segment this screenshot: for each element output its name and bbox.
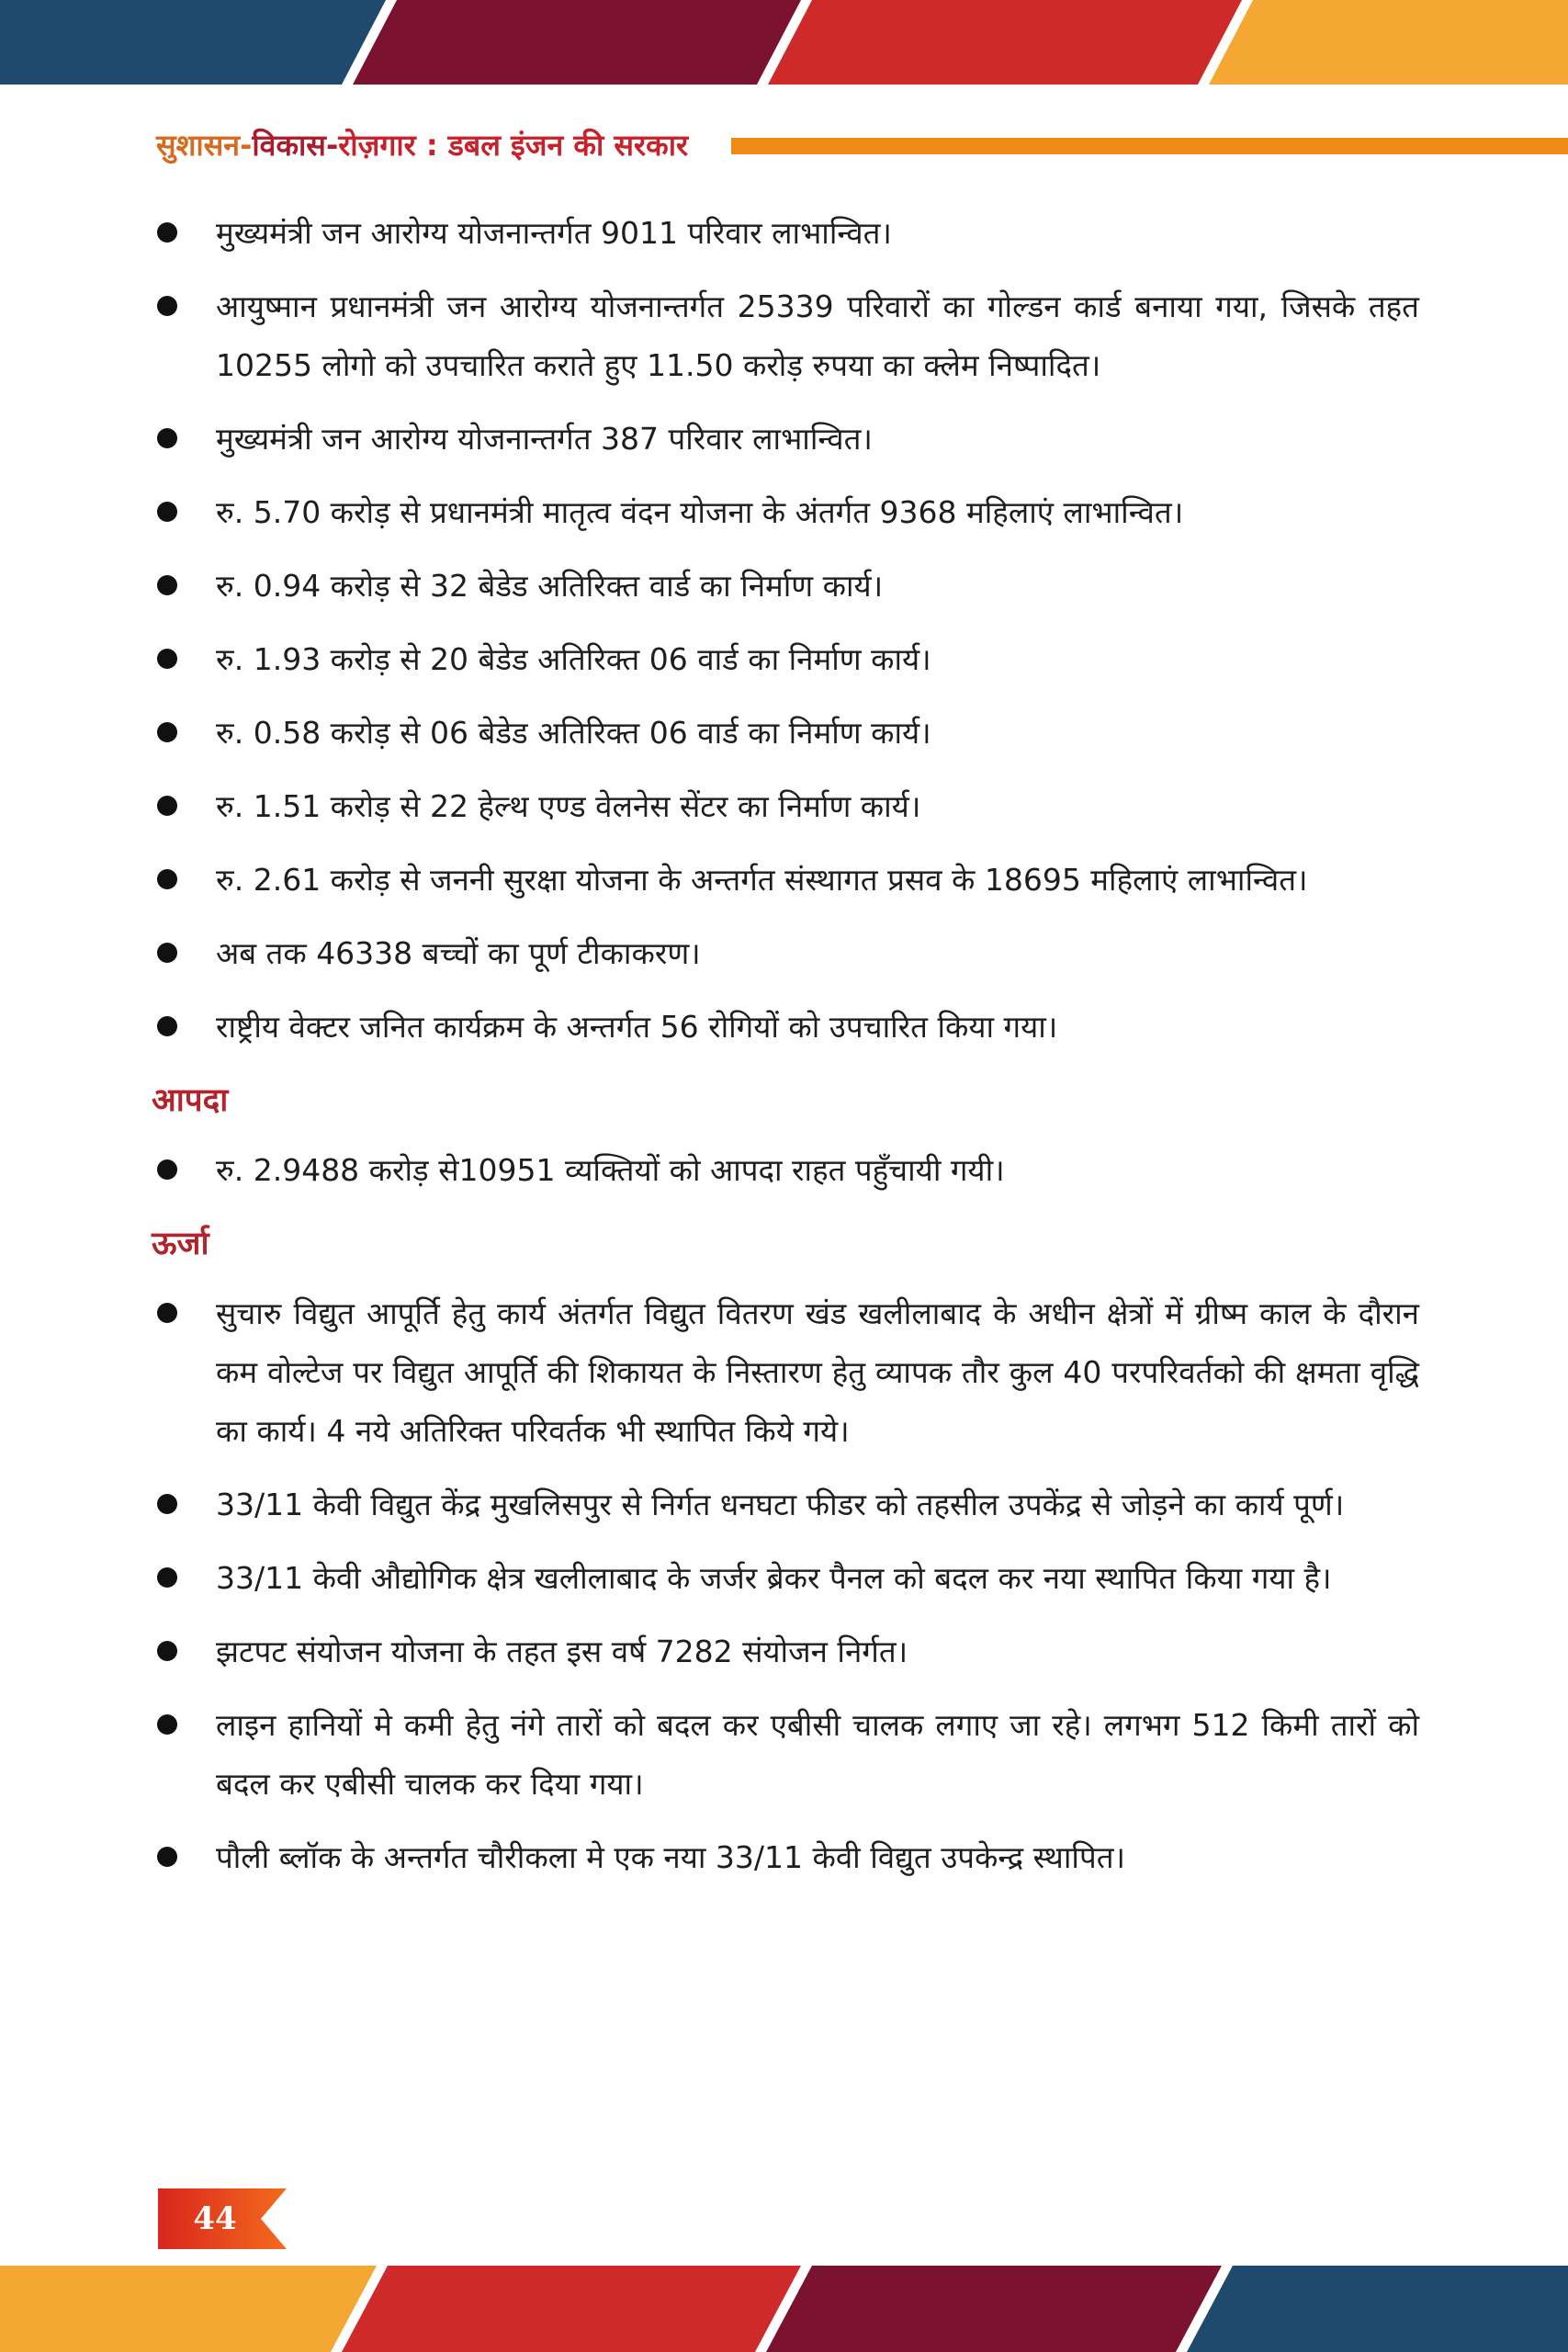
header-title-separator: - bbox=[240, 128, 253, 163]
page-number: 44 bbox=[193, 2200, 237, 2237]
bullet-icon bbox=[157, 1641, 177, 1661]
list-item-text: मुख्यमंत्री जन आरोग्य योजनान्तर्गत 9011 परिवार लाभान्वित। bbox=[216, 215, 892, 251]
list-item-text: 33/11 केवी औद्योगिक क्षेत्र खलीलाबाद के जर्जर ब्रेकर पैनल को बदल कर नया स्थापित किया गया है। bbox=[216, 1560, 1332, 1596]
bottom-decorative-band bbox=[0, 2266, 1568, 2352]
list-item-text: 33/11 केवी विद्युत केंद्र मुखलिसपुर से निर्गत धनघटा फीडर को तहसील उपकेंद्र से जोड़ने का कार्य पूर्ण। bbox=[216, 1487, 1345, 1522]
health-list bbox=[152, 204, 1419, 1057]
section-heading-disaster: आपदा bbox=[152, 1082, 229, 1119]
list-item-text: रु. 2.9488 करोड़ से10951 व्यक्तियों को आपदा राहत पहुँचायी गयी। bbox=[216, 1152, 1005, 1188]
header-title bbox=[156, 127, 688, 164]
list-item bbox=[152, 1828, 1419, 1887]
bullet-icon bbox=[157, 1303, 177, 1323]
header-title-separator: - bbox=[325, 128, 339, 163]
bullet-icon bbox=[157, 869, 177, 889]
bullet-icon bbox=[157, 428, 177, 448]
list-item-text: झटपट संयोजन योजना के तहत इस वर्ष 7282 संयोजन निर्गत। bbox=[216, 1634, 908, 1669]
header-title-part2: विकास bbox=[252, 128, 326, 163]
list-item bbox=[152, 410, 1419, 469]
energy-list bbox=[152, 1284, 1419, 1887]
list-item-text: रु. 1.51 करोड़ से 22 हेल्थ एण्ड वेलनेस सेंटर का निर्माण कार्य। bbox=[216, 788, 921, 824]
list-item bbox=[152, 1696, 1419, 1814]
list-item-text: पौली ब्लॉक के अन्तर्गत चौरीकला मे एक नया 33/11 केवी विद्युत उपकेन्द्र स्थापित। bbox=[216, 1839, 1126, 1875]
disaster-list bbox=[152, 1141, 1419, 1200]
bullet-icon bbox=[157, 222, 177, 243]
bullet-icon bbox=[157, 575, 177, 595]
list-item bbox=[152, 1141, 1419, 1200]
list-item bbox=[152, 704, 1419, 763]
page-header bbox=[156, 123, 1413, 169]
list-item bbox=[152, 998, 1419, 1057]
bullet-icon bbox=[157, 649, 177, 669]
list-item-text: मुख्यमंत्री जन आरोग्य योजनान्तर्गत 387 परिवार लाभान्वित। bbox=[216, 421, 873, 457]
list-item bbox=[152, 204, 1419, 263]
list-item-text: सुचारु विद्युत आपूर्ति हेतु कार्य अंतर्गत विद्युत वितरण खंड खलीलाबाद के अधीन क्षेत्रों में ग्रीष्म काल के दौरान कम वोल्टेज पर विद्युत आपूर्ति की शिकायत के निस्तारण हेतु व्यापक तौर कुल 40 परपरिवर्तको की क्षमता वृद्धि का कार्य। 4 नये अतिरिक्त परिवर्तक भी स्थापित किये गये। bbox=[216, 1295, 1419, 1449]
list-item-text: लाइन हानियों मे कमी हेतु नंगे तारों को बदल कर एबीसी चालक लगाए जा रहे। लगभग 512 किमी तारों को बदल कर एबीसी चालक कर दिया गया। bbox=[216, 1707, 1419, 1802]
main-content bbox=[152, 204, 1419, 1902]
section-heading-energy: ऊर्जा bbox=[152, 1226, 209, 1262]
list-item-text: रु. 0.58 करोड़ से 06 बेडेड अतिरिक्त 06 वार्ड का निर्माण कार्य। bbox=[216, 715, 931, 751]
bullet-icon bbox=[157, 1159, 177, 1180]
bullet-icon bbox=[157, 1847, 177, 1867]
bullet-icon bbox=[157, 502, 177, 522]
header-title-part3: रोज़गार : डबल इंजन की सरकार bbox=[338, 128, 689, 163]
bullet-icon bbox=[157, 296, 177, 316]
list-item bbox=[152, 1284, 1419, 1461]
bullet-icon bbox=[157, 1494, 177, 1514]
list-item-text: रु. 2.61 करोड़ से जननी सुरक्षा योजना के अन्तर्गत संस्थागत प्रसव के 18695 महिलाएं लाभान्वित। bbox=[216, 862, 1308, 898]
bullet-icon bbox=[157, 943, 177, 963]
list-item bbox=[152, 1549, 1419, 1608]
list-item bbox=[152, 1476, 1419, 1534]
header-rule bbox=[731, 138, 1568, 154]
list-item bbox=[152, 924, 1419, 983]
bullet-icon bbox=[157, 1714, 177, 1735]
list-item bbox=[152, 277, 1419, 395]
list-item bbox=[152, 557, 1419, 616]
list-item bbox=[152, 630, 1419, 689]
bullet-icon bbox=[157, 722, 177, 742]
list-item-text: रु. 0.94 करोड़ से 32 बेडेड अतिरिक्त वार्ड का निर्माण कार्य। bbox=[216, 568, 884, 604]
bullet-icon bbox=[157, 1016, 177, 1036]
list-item bbox=[152, 777, 1419, 836]
bullet-icon bbox=[157, 1567, 177, 1588]
list-item-text: रु. 1.93 करोड़ से 20 बेडेड अतिरिक्त 06 वार्ड का निर्माण कार्य। bbox=[216, 641, 931, 677]
list-item bbox=[152, 851, 1419, 910]
list-item-text: राष्ट्रीय वेक्टर जनित कार्यक्रम के अन्तर्गत 56 रोगियों को उपचारित किया गया। bbox=[216, 1009, 1058, 1045]
header-title-part1: सुशासन bbox=[156, 128, 241, 163]
list-item-text: अब तक 46338 बच्चों का पूर्ण टीकाकरण। bbox=[216, 935, 701, 971]
bullet-icon bbox=[157, 796, 177, 816]
list-item-text: आयुष्मान प्रधानमंत्री जन आरोग्य योजनान्तर्गत 25339 परिवारों का गोल्डन कार्ड बनाया गया, जिसके तहत 10255 लोगो को उपचारित कराते हुए 11.50 करोड़ रुपया का क्लेम निष्पादित। bbox=[216, 288, 1419, 383]
list-item bbox=[152, 1623, 1419, 1681]
list-item-text: रु. 5.70 करोड़ से प्रधानमंत्री मातृत्व वंदन योजना के अंतर्गत 9368 महिलाएं लाभान्वित। bbox=[216, 494, 1184, 530]
top-decorative-band bbox=[0, 0, 1568, 85]
page-number-badge bbox=[158, 2188, 287, 2249]
list-item bbox=[152, 483, 1419, 542]
